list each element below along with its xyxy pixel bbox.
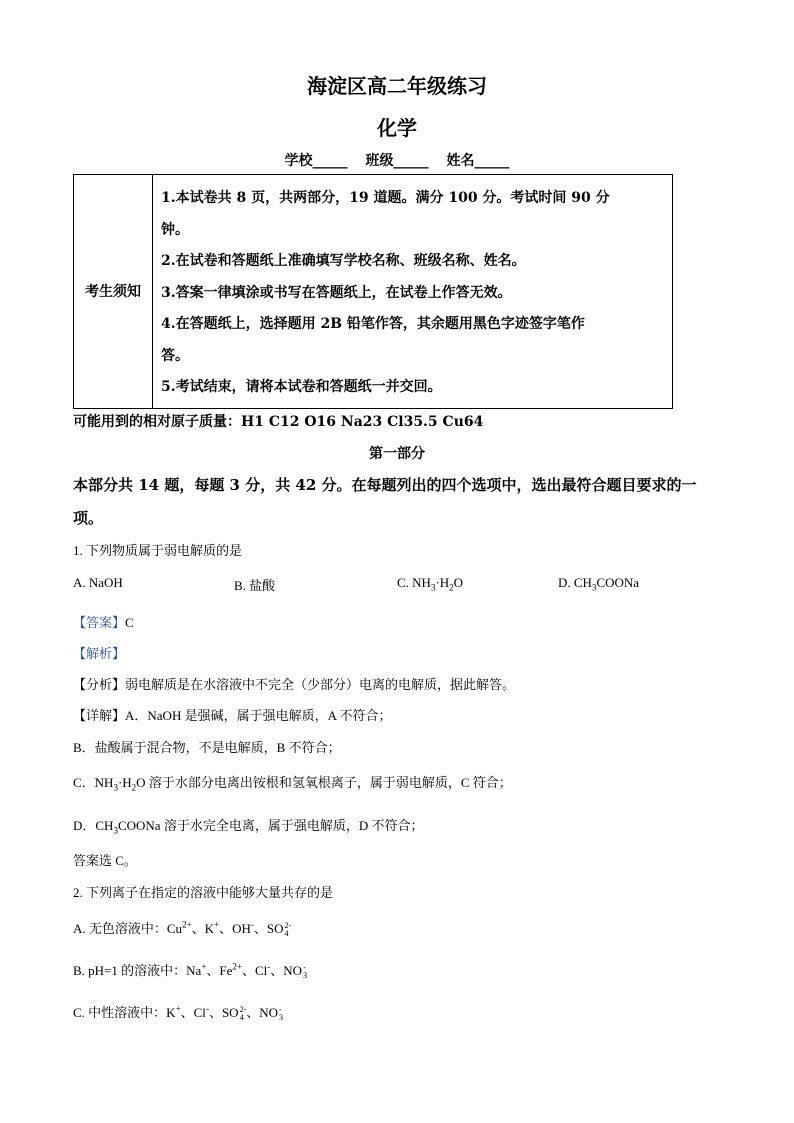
q1-option-a: A. NaOH	[73, 575, 123, 590]
notice-line: 钟。	[161, 221, 189, 238]
q1-option-b: B. 盐酸	[234, 578, 276, 593]
q1-option-d-letter: D.	[558, 575, 574, 590]
q2-option-b-label: B. pH=1 的溶液中：	[73, 963, 187, 978]
q1-xiangjie-c: C．$NH_3\cdot H_2O$ 溶于水部分电离出铵根和氢氧根离子，属于弱电解质，C 符合；	[73, 775, 512, 793]
fenxi-tag: 【分析】	[73, 677, 126, 692]
school-field: 学校_____	[284, 153, 348, 169]
xiangjie-tag: 【详解】	[73, 708, 126, 723]
xiangjie-c-text: 溶于水部分电离出铵根和氢氧根离子，属于弱电解质，C 符合；	[148, 775, 512, 790]
notice-line: 3.答案一律填涂或书写在答题纸上，在试卷上作答无效。	[161, 284, 512, 301]
atomic-mass-line: 可能用到的相对原子质量：H1 C12 O16 Na23 Cl35.5 Cu64	[73, 414, 484, 430]
q1-xiangjie-a	[73, 705, 392, 724]
q2-option-a: A. 无色溶液中：$Cu^{2+}$、K+、OH-、SO 2- 4	[73, 919, 292, 939]
question-2-stem: 2. 下列离子在指定的溶液中能够大量共存的是	[73, 885, 334, 900]
q2-option-c-label: C. 中性溶液中：	[73, 1005, 167, 1020]
q1-answer	[73, 612, 134, 631]
xiangjie-d-text: 溶于水完全电离，属于强电解质，D 不符合；	[163, 818, 424, 833]
class-field: 班级_____	[365, 153, 429, 169]
notice-label: 考生须知	[74, 175, 153, 409]
notice-body	[153, 175, 673, 409]
q2-option-b: B. pH=1 的溶液中：Na+、$Fe^{2+}$、Cl-、NO - 3	[73, 961, 308, 981]
name-field: 姓名_____	[446, 153, 510, 169]
answer-value: C	[125, 615, 134, 630]
q1-xiangjie-d: D．$CH_3COONa$ 溶于水完全电离，属于强电解质，D 不符合；	[73, 818, 424, 836]
xiangjie-a-text: A．NaOH 是强碱，属于强电解质，A 不符合；	[125, 708, 392, 723]
q1-option-d: D. $CH_3COONa$	[558, 575, 640, 593]
notice-line: 2.在试卷和答题纸上准确填写学校名称、班级名称、姓名。	[161, 253, 526, 269]
q1-xiangjie-b: B．盐酸属于混合物，不是电解质，B 不符合；	[73, 740, 341, 755]
q2-option-c: C. 中性溶液中：K+、Cl-、SO 2- 4 、NO - 3	[73, 1003, 284, 1023]
xiangjie-c-prefix: C．	[73, 775, 95, 790]
answer-tag: 【答案】	[73, 615, 126, 630]
question-1-stem: 1. 下列物质属于弱电解质的是	[73, 543, 243, 558]
part-one-title: 第一部分	[369, 446, 425, 462]
part-one-intro-cont: 项。	[73, 509, 104, 527]
notice-line: 答。	[161, 347, 189, 364]
q1-conclusion: 答案选 C。	[73, 853, 137, 868]
exam-title: 海淀区高二年级练习	[307, 74, 487, 98]
student-info-line	[0, 150, 794, 170]
xiangjie-d-prefix: D．	[73, 818, 96, 833]
notice-line: 1.本试卷共 8 页，共两部分，19 道题。满分 100 分。考试时间 90 分	[161, 190, 610, 206]
q1-option-c: C. $NH_3\cdot H_2O$	[397, 575, 464, 593]
part-one-intro: 本部分共 14 题，每题 3 分，共 42 分。在每题列出的四个选项中，选出最符合题目要求的一	[73, 476, 697, 494]
subject-title: 化学	[377, 116, 417, 140]
exam-notice-table	[73, 174, 673, 409]
fenxi-text: 弱电解质是在水溶液中不完全（少部分）电离的电解质，据此解答。	[125, 677, 516, 692]
q1-option-c-letter: C.	[397, 575, 413, 590]
q1-fenxi	[73, 674, 515, 693]
q2-option-a-label: A. 无色溶液中：	[73, 921, 167, 936]
notice-line: 5.考试结束，请将本试卷和答题纸一并交回。	[161, 379, 442, 395]
notice-line: 4.在答题纸上，选择题用 2B 铅笔作答，其余题用黑色字迹签字笔作	[161, 316, 585, 332]
analysis-tag: 【解析】	[73, 646, 126, 661]
